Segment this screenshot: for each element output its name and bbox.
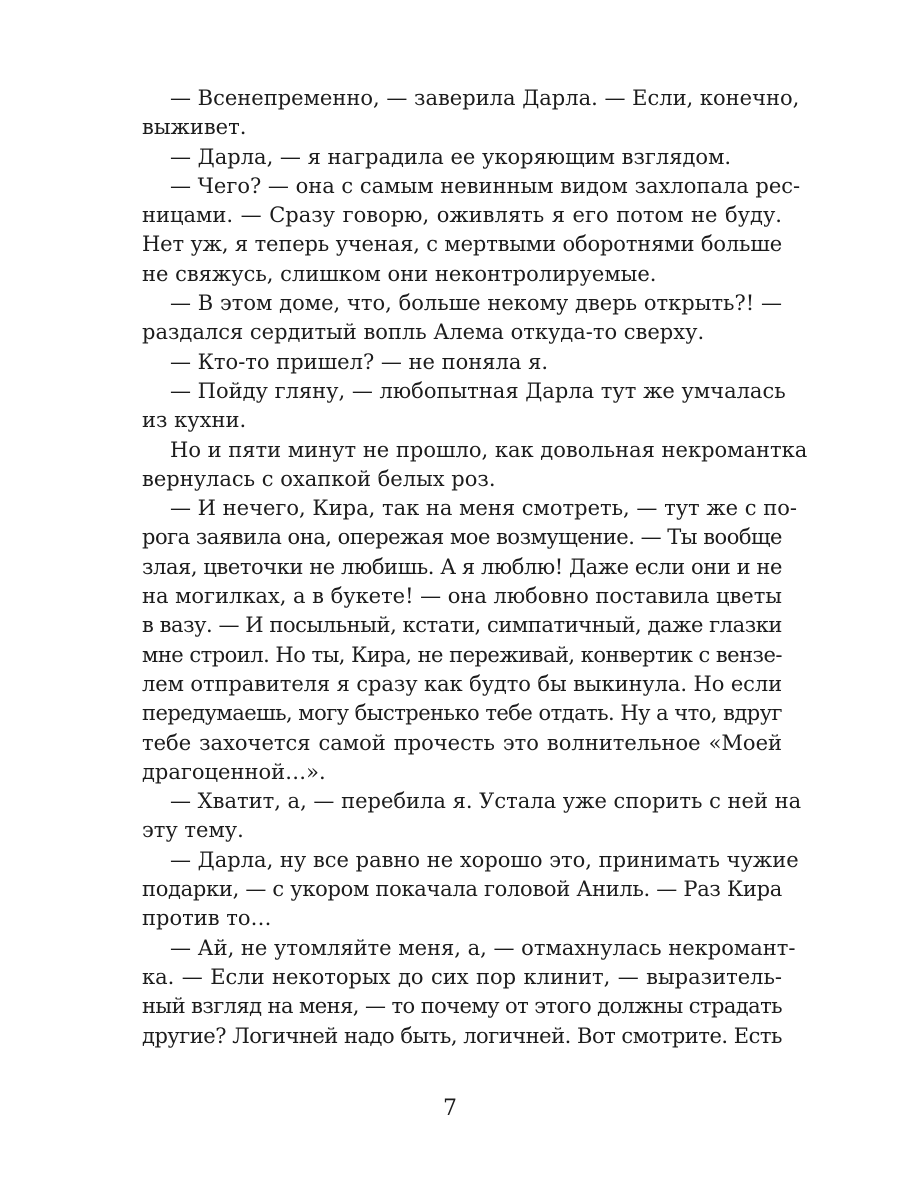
text-line: — Ай, не утомляйте меня, а, — отмахнулась некромант-	[170, 935, 796, 960]
page-body	[142, 84, 808, 1051]
text-line: из кухни.	[142, 408, 247, 433]
text-line: — Пойду гляну, — любопытная Дарла тут же умчалась	[170, 378, 786, 403]
text-line: — Хватит, а, — перебила я. Устала уже спорить с ней на	[170, 789, 802, 814]
text-line: злая, цветочки не любишь. А я люблю! Даже если они и не	[142, 554, 782, 579]
text-line: Но и пяти минут не прошло, как довольная некромантка	[170, 437, 808, 462]
text-line: ный взгляд на меня, — то почему от этого должны страдать	[142, 994, 782, 1019]
text-line: — Чего? — она с самым невинным видом захлопала рес-	[170, 173, 801, 198]
text-line: — Дарла, ну все равно не хорошо это, принимать чужие	[170, 847, 799, 872]
text-line: — В этом доме, что, больше некому дверь открыть?! —	[170, 291, 782, 316]
text-line: — Кто-то пришел? — не поняла я.	[170, 349, 548, 374]
text-line: Нет уж, я теперь ученая, с мертвыми оборотнями больше	[142, 232, 782, 257]
text-line: драгоценной…».	[142, 759, 326, 784]
text-line: передумаешь, могу быстренько тебе отдать. Ну а что, вдруг	[142, 701, 782, 726]
text-line: тебе захочется самой прочесть это волнительное «Моей	[142, 730, 782, 755]
text-line: раздался сердитый вопль Алема откуда-то сверху.	[142, 320, 705, 345]
text-line: рога заявила она, опережая мое возмущение. — Ты вообще	[142, 525, 782, 550]
text-line: не свяжусь, слишком они неконтролируемые.	[142, 261, 657, 286]
text-line: выживет.	[142, 115, 247, 140]
text-line: в вазу. — И посыльный, кстати, симпатичный, даже глазки	[142, 613, 782, 638]
page-number: 7	[443, 1096, 457, 1121]
text-line: против то…	[142, 906, 272, 931]
text-line: другие? Логичней надо быть, логичней. Вот смотрите. Есть	[142, 1023, 782, 1048]
text-line: мне строил. Но ты, Кира, не переживай, конвертик с вензе-	[142, 642, 782, 667]
text-line: — И нечего, Кира, так на меня смотреть, — тут же с по-	[170, 496, 797, 521]
text-line: на могилках, а в букете! — она любовно поставила цветы	[142, 584, 782, 609]
text-line: ка. — Если некоторых до сих пор клинит, — выразитель-	[142, 964, 782, 989]
text-line: ницами. — Сразу говорю, оживлять я его потом не буду.	[142, 203, 782, 228]
text-line: — Всенепременно, — заверила Дарла. — Если, конечно,	[170, 86, 800, 110]
text-line: лем отправителя я сразу как будто бы выкинула. Но если	[142, 671, 782, 696]
text-line: подарки, — с укором покачала головой Аниль. — Раз Кира	[142, 877, 782, 902]
text-line: вернулась с охапкой белых роз.	[142, 466, 496, 491]
text-line: — Дарла, — я наградила ее укоряющим взглядом.	[170, 144, 732, 169]
text-line: эту тему.	[142, 818, 244, 843]
